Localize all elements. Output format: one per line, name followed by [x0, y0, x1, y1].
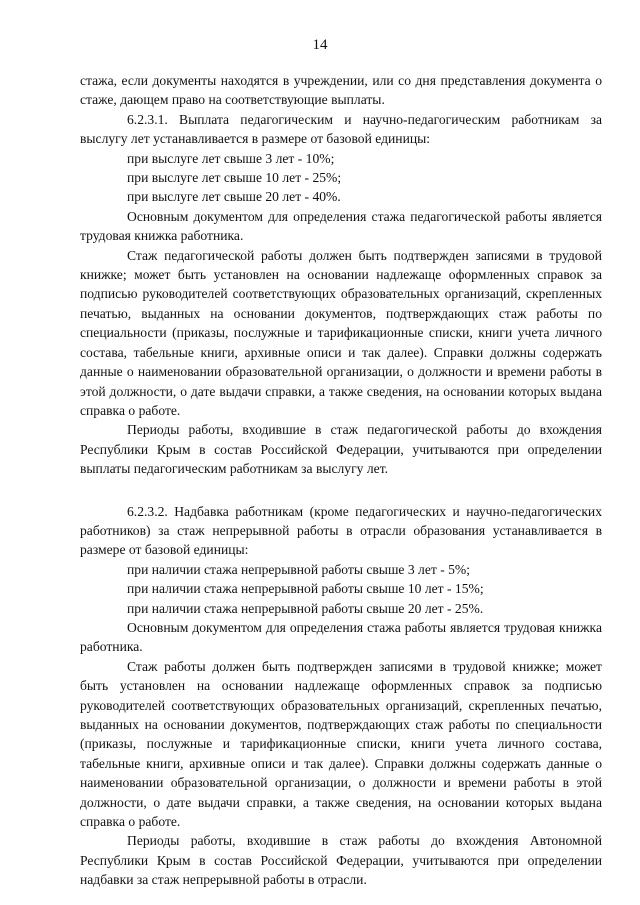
continuous-service-rate-item: при наличии стажа непрерывной работы свыше 20 лет - 25%. [127, 600, 484, 616]
seniority-rate-item: при выслуге лет свыше 3 лет - 10%; [127, 150, 335, 166]
section-spacer [80, 479, 602, 502]
clause-6-2-3-1-heading: 6.2.3.1. Выплата педагогическим и научно-педагогическим работникам за выслугу лет устанавливается в размере от базовой единицы: [80, 111, 602, 147]
paragraph-confirmation: Стаж педагогической работы должен быть подтвержден записями в трудовой книжке; может быть установлен на основании надлежаще оформленных справок за подписью руководителей соответствующих образовательных организаций, скрепленных печатью, выданных на основании документов, подтверждающих стаж работы по специальности (приказы, послужные и тарификационные списки, книги учета личного состава, табельные книги, архивные описи и так далее). Справки должны содержать данные о наименовании образовательной организации, о должности и времени работы в этой должности, о дате выдачи справки, а также сведения, на основании которых выдана справка о работе. [80, 247, 602, 418]
paragraph-intro-continuation: стажа, если документы находятся в учреждении, или со дня представления документа о стаже, дающем право на соответствующие выплаты. [80, 73, 602, 108]
clause-6-2-3-2-heading: 6.2.3.2. Надбавка работникам (кроме педагогических и научно-педагогических работников) за стаж непрерывной работы в отрасли образования устанавливается в размере от базовой единицы: [80, 503, 602, 558]
paragraph-periods: Периоды работы, входившие в стаж работы до вхождения Автономной Республики Крым в состав Российской Федерации, учитываются при определении надбавки за стаж непрерывной работы в отрасли. [80, 833, 602, 888]
paragraph-confirmation: Стаж работы должен быть подтвержден записями в трудовой книжке; может быть установлен на основании надлежаще оформленных справок за подписью руководителей соответствующих образовательных организаций, скрепленных печатью, выданных на основании документов, подтверждающих стаж работы по специальности (приказы, послужные и тарификационные списки, книги учета личного состава, табельные книги, архивные описи и так далее). Справки должны содержать данные о наименовании образовательной организации, о должности и времени работы в этой должности, о дате выдачи справки, а также сведения, на основании которых выдана справка о работе. [80, 658, 602, 830]
page-number: 14 [312, 37, 328, 53]
seniority-rate-item: при выслуге лет свыше 10 лет - 25%; [127, 170, 342, 186]
continuous-service-rate-item: при наличии стажа непрерывной работы свыше 3 лет - 5%; [127, 561, 471, 577]
document-body [80, 71, 602, 890]
paragraph-main-document: Основным документом для определения стажа педагогической работы является трудовая книжка работника. [80, 208, 602, 244]
seniority-rate-item: при выслуге лет свыше 20 лет - 40%. [127, 189, 341, 205]
paragraph-main-document: Основным документом для определения стажа работы является трудовая книжка работника. [80, 619, 602, 655]
paragraph-periods: Периоды работы, входившие в стаж педагогической работы до вхождения Республики Крым в состав Российской Федерации, учитываются при определении выплаты педагогическим работникам за выслугу лет. [80, 422, 602, 477]
continuous-service-rate-item: при наличии стажа непрерывной работы свыше 10 лет - 15%; [127, 581, 484, 597]
